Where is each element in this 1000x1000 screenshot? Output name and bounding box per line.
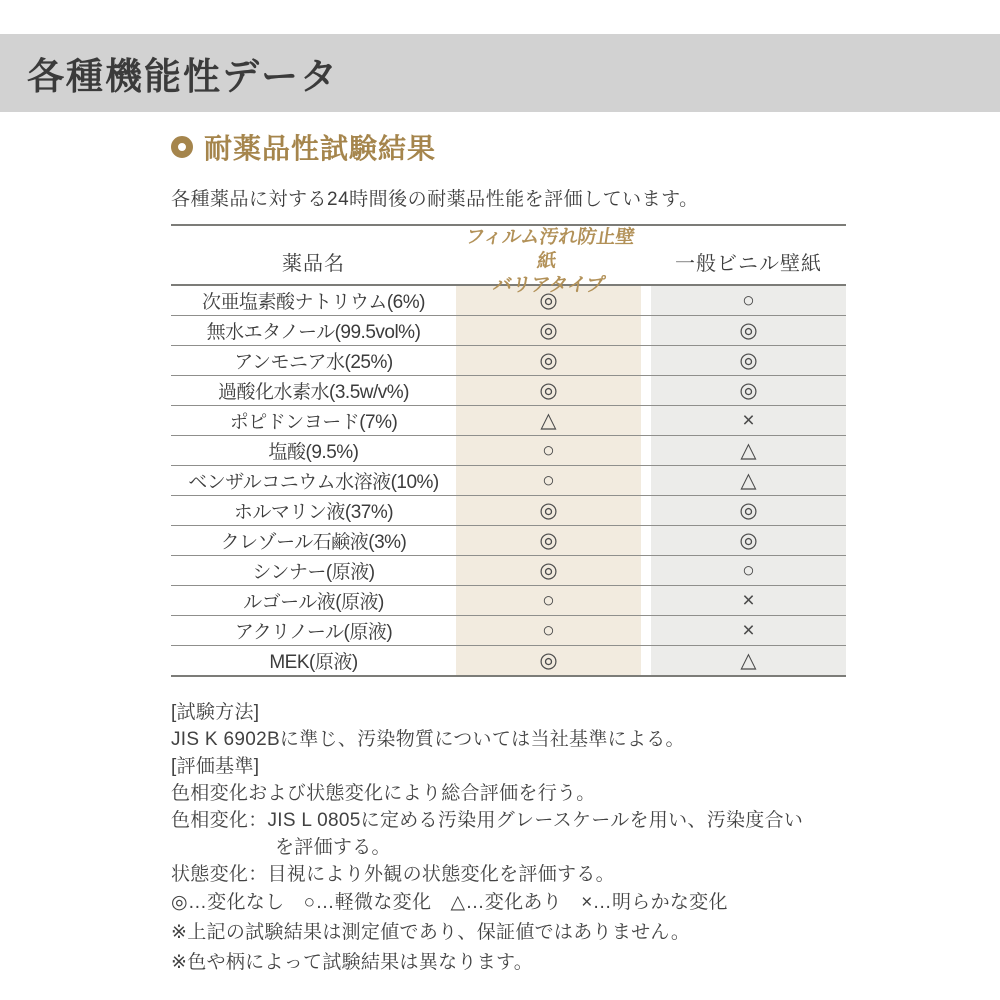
vinyl-rating-symbol: △ xyxy=(740,649,757,672)
film-rating-symbol: ◎ xyxy=(539,529,558,552)
vinyl-rating-symbol: ◎ xyxy=(739,319,758,342)
vinyl-rating-symbol: × xyxy=(742,409,755,432)
page-title: 各種機能性データ xyxy=(27,56,339,97)
table-row xyxy=(171,646,846,677)
table-row xyxy=(171,376,846,406)
chemical-name: 次亜塩素酸ナトリウム(6%) xyxy=(202,292,425,313)
ring-bullet-icon xyxy=(171,136,193,158)
header-film-line2: バリアタイプ xyxy=(491,274,606,296)
vinyl-rating-symbol: ◎ xyxy=(739,529,758,552)
vinyl-rating-symbol: ◎ xyxy=(739,349,758,372)
vinyl-rating-symbol: △ xyxy=(740,469,757,492)
table-row xyxy=(171,436,846,466)
vinyl-rating-symbol: × xyxy=(742,589,755,612)
chemical-name: シンナー(原液) xyxy=(252,562,375,583)
header-vinyl-wallpaper: 一般ビニル壁紙 xyxy=(675,253,822,276)
film-rating-symbol: ○ xyxy=(542,589,555,612)
chemical-name: アクリノール(原液) xyxy=(234,622,393,643)
table-row xyxy=(171,616,846,646)
chemical-name: ベンザルコニウム水溶液(10%) xyxy=(188,472,439,493)
chemical-name: 無水エタノール(99.5vol%) xyxy=(206,322,421,343)
chemical-name: アンモニア水(25%) xyxy=(234,352,393,373)
disclaimer-color-pattern: ※色や柄によって試験結果は異なります。 xyxy=(171,952,534,973)
chemical-name: 過酸化水素水(3.5w/v%) xyxy=(218,382,409,403)
chemical-name: クレゾール石鹸液(3%) xyxy=(220,532,407,553)
vinyl-rating-symbol: ◎ xyxy=(739,379,758,402)
test-method-label: [試験方法] xyxy=(171,702,260,723)
film-rating-symbol: ◎ xyxy=(539,289,558,312)
film-rating-symbol: ◎ xyxy=(539,349,558,372)
film-rating-symbol: ◎ xyxy=(539,499,558,522)
vinyl-rating-symbol: × xyxy=(742,619,755,642)
state-change-line: 状態変化：目視により外観の状態変化を評価する。 xyxy=(171,864,615,885)
vinyl-rating-symbol: ◎ xyxy=(739,499,758,522)
disclaimer-measured-values: ※上記の試験結果は測定値であり、保証値ではありません。 xyxy=(171,922,691,943)
film-rating-symbol: ◎ xyxy=(539,649,558,672)
hue-change-line2: を評価する。 xyxy=(275,837,391,858)
film-rating-symbol: ○ xyxy=(542,619,555,642)
table-row xyxy=(171,406,846,436)
table-row xyxy=(171,466,846,496)
vinyl-rating-symbol: △ xyxy=(740,439,757,462)
footnotes xyxy=(171,699,849,978)
film-rating-symbol: ○ xyxy=(542,469,555,492)
section-title: 耐薬品性試験結果 xyxy=(204,133,437,164)
content-area xyxy=(171,127,849,978)
criteria-label: [評価基準] xyxy=(171,756,260,777)
table-row xyxy=(171,496,846,526)
film-rating-symbol: ◎ xyxy=(539,559,558,582)
header-chemical-name: 薬品名 xyxy=(282,253,345,276)
vinyl-rating-symbol: ○ xyxy=(742,559,755,582)
criteria-text: 色相変化および状態変化により総合評価を行う。 xyxy=(171,783,596,804)
hue-change-line1: 色相変化：JIS L 0805に定める汚染用グレースケールを用い、汚染度合い xyxy=(171,810,804,831)
header-film-line1: フィルム汚れ防止壁紙 xyxy=(464,227,637,272)
section-heading xyxy=(171,127,849,167)
chemical-name: MEK(原液) xyxy=(269,652,358,673)
vinyl-rating-symbol: ○ xyxy=(742,289,755,312)
table-row xyxy=(171,316,846,346)
table-row xyxy=(171,526,846,556)
film-rating-symbol: ◎ xyxy=(539,379,558,402)
page-header-banner xyxy=(0,34,1000,112)
film-rating-symbol: △ xyxy=(540,409,557,432)
section-subtitle: 各種薬品に対する24時間後の耐薬品性能を評価しています。 xyxy=(171,189,699,210)
chemical-name: ポピドンヨード(7%) xyxy=(229,412,398,433)
symbol-legend: ◎…変化なし ○…軽微な変化 △…変化あり ×…明らかな変化 xyxy=(171,892,728,913)
chemical-resistance-table xyxy=(171,224,846,677)
chemical-name: 塩酸(9.5%) xyxy=(268,442,359,463)
test-method-text: JIS K 6902Bに準じ、汚染物質については当社基準による。 xyxy=(171,729,685,750)
chemical-name: ホルマリン液(37%) xyxy=(233,502,394,523)
table-row xyxy=(171,586,846,616)
film-rating-symbol: ○ xyxy=(542,439,555,462)
table-header-row xyxy=(171,226,846,296)
chemical-name: ルゴール液(原液) xyxy=(243,592,384,613)
table-row xyxy=(171,556,846,586)
film-rating-symbol: ◎ xyxy=(539,319,558,342)
table-row xyxy=(171,346,846,376)
